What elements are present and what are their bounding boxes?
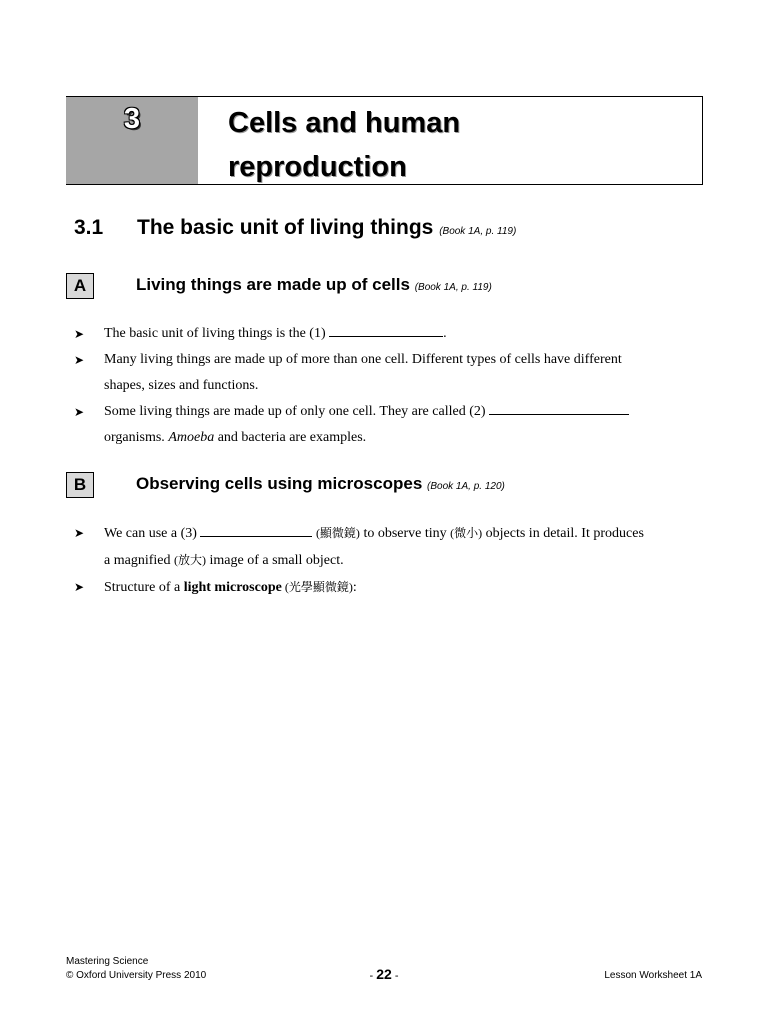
bullet-text-chinese: (光學顯微鏡) bbox=[281, 580, 353, 594]
bullet-text-bold: light microscope bbox=[183, 580, 282, 595]
bullet-text-chinese: (顯微鏡) bbox=[315, 526, 360, 540]
list-item bbox=[74, 347, 704, 399]
arrowhead-bullet-icon: ➤ bbox=[74, 526, 85, 540]
bullet-text: Structure of a bbox=[104, 580, 184, 595]
chapter-title-line2: reproduction bbox=[228, 151, 407, 183]
bullet-text: to observe tiny bbox=[359, 526, 451, 541]
bullet-text: shapes, sizes and functions. bbox=[104, 378, 259, 393]
bullet-text: organisms. bbox=[104, 430, 169, 445]
arrowhead-bullet-icon: ➤ bbox=[74, 405, 85, 419]
page-number: 22 bbox=[376, 966, 392, 982]
bullet-list-a bbox=[74, 321, 704, 451]
list-item bbox=[74, 321, 704, 347]
bullet-text: and bacteria are examples. bbox=[214, 430, 367, 445]
chapter-title bbox=[228, 101, 460, 189]
page-number-suffix: - bbox=[391, 970, 399, 982]
bullet-text: Some living things are made up of only one cell. They are called (2) bbox=[104, 404, 490, 419]
footer-copyright: © Oxford University Press 2010 bbox=[66, 970, 207, 981]
list-item bbox=[74, 520, 704, 574]
subsection-label-a: A bbox=[66, 273, 94, 299]
section-number: 3.1 bbox=[74, 216, 104, 239]
footer-worksheet-label: Lesson Worksheet 1A bbox=[604, 970, 702, 981]
chapter-title-line1: Cells and human bbox=[228, 107, 461, 139]
subsection-a-book-reference: (Book 1A, p. 119) bbox=[414, 282, 492, 293]
arrowhead-bullet-icon: ➤ bbox=[74, 353, 85, 367]
bullet-text-chinese: (放大) bbox=[173, 553, 206, 567]
subsection-b-book-reference: (Book 1A, p. 120) bbox=[427, 481, 505, 492]
bullet-list-b bbox=[74, 520, 704, 601]
bullet-text: . bbox=[443, 326, 447, 341]
subsection-label-b: B bbox=[66, 472, 94, 498]
bullet-text-chinese: (微小) bbox=[450, 526, 483, 540]
answer-blank-2[interactable] bbox=[489, 400, 629, 415]
subsection-title-b-text: Observing cells using microscopes bbox=[136, 474, 423, 493]
list-item bbox=[74, 574, 704, 601]
page-footer bbox=[66, 955, 702, 983]
subsection-title-b bbox=[136, 474, 505, 494]
bullet-text-italic: Amoeba bbox=[168, 430, 215, 445]
chapter-number: 3 bbox=[123, 103, 141, 135]
chapter-number-box bbox=[66, 97, 198, 184]
bullet-text: a magnified bbox=[104, 553, 174, 568]
page-number-prefix: - bbox=[369, 970, 377, 982]
arrowhead-bullet-icon: ➤ bbox=[74, 580, 85, 594]
bullet-text: Many living things are made up of more than one cell. Different types of cells have different bbox=[104, 352, 622, 367]
bullet-text: objects in detail. It produces bbox=[482, 526, 644, 541]
answer-blank-1[interactable] bbox=[329, 322, 443, 337]
bullet-text: We can use a (3) bbox=[104, 526, 201, 541]
bullet-text: image of a small object. bbox=[205, 553, 344, 568]
section-book-reference: (Book 1A, p. 119) bbox=[439, 226, 517, 237]
arrowhead-bullet-icon: ➤ bbox=[74, 327, 85, 341]
subsection-title-a bbox=[136, 275, 492, 295]
bullet-text: The basic unit of living things is the (1) bbox=[104, 326, 330, 341]
subsection-title-a-text: Living things are made up of cells bbox=[136, 275, 410, 294]
section-title bbox=[74, 216, 516, 240]
answer-blank-3[interactable] bbox=[200, 522, 312, 537]
list-item bbox=[74, 399, 704, 451]
chapter-header bbox=[66, 96, 703, 185]
section-title-text: The basic unit of living things bbox=[137, 216, 434, 239]
footer-book-title: Mastering Science bbox=[66, 956, 149, 967]
bullet-text: : bbox=[352, 580, 357, 595]
